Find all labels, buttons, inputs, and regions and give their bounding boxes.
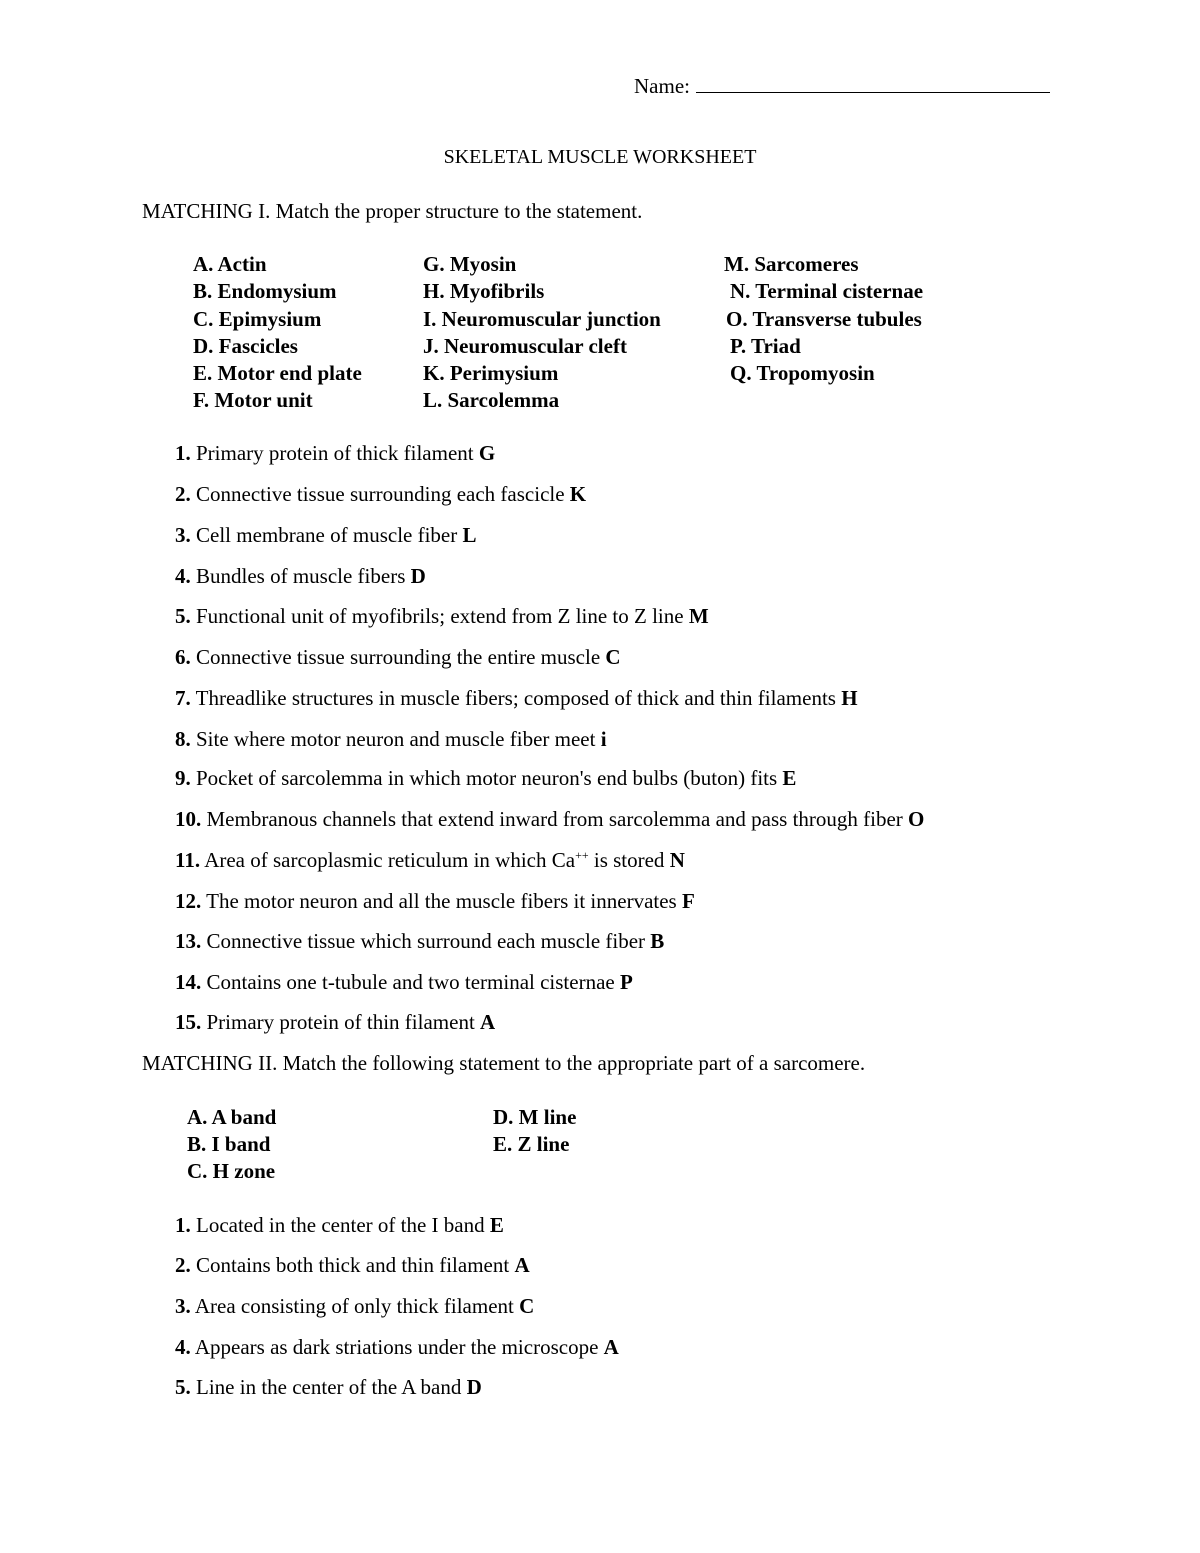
answer: G	[478, 441, 496, 465]
question-number: 5.	[175, 1375, 191, 1399]
question-text: Contains both thick and thin filament	[196, 1253, 510, 1277]
option-k: K. Perimysium	[423, 361, 559, 385]
section-2-instruction: . Match the following statement to the appropriate part of a sarcomere.	[272, 1051, 866, 1075]
question-text-after: is stored	[588, 848, 665, 872]
name-blank-line[interactable]	[696, 91, 1050, 93]
name-label: Name:	[634, 74, 690, 98]
question-2-2	[175, 1253, 530, 1278]
question-text: Connective tissue which surround each muscle fiber	[206, 929, 646, 953]
option-q: Q. Tropomyosin	[730, 361, 875, 385]
answer: N	[669, 848, 685, 872]
option-h: H. Myofibrils	[423, 279, 545, 303]
option-f: F. Motor unit	[193, 388, 313, 412]
question-text: Primary protein of thin filament	[206, 1010, 475, 1034]
question-text: Membranous channels that extend inward from sarcolemma and pass through fiber	[206, 807, 903, 831]
answer: A	[480, 1010, 496, 1034]
question-number: 5.	[175, 604, 191, 628]
option-b: B. Endomysium	[193, 279, 337, 303]
question-text: Located in the center of the I band	[196, 1213, 485, 1237]
option-e: E. Motor end plate	[193, 361, 362, 385]
question-2-5	[175, 1375, 482, 1400]
question-1-9	[175, 766, 796, 791]
answer: L	[462, 523, 477, 547]
question-number: 12.	[175, 889, 202, 913]
question-1-8	[175, 727, 607, 752]
option-a: A. Actin	[193, 252, 267, 276]
question-1-1	[175, 441, 495, 466]
answer: E	[489, 1213, 504, 1237]
option-2-c: C. H zone	[187, 1159, 276, 1183]
option-c: C. Epimysium	[193, 307, 322, 331]
question-1-6	[175, 645, 621, 670]
question-text: Area consisting of only thick filament	[194, 1294, 514, 1318]
question-text: Bundles of muscle fibers	[196, 564, 406, 588]
question-text: Area of sarcoplasmic reticulum in which Ca	[204, 848, 576, 872]
question-2-3	[175, 1294, 534, 1319]
answer: i	[600, 727, 607, 751]
answer: C	[519, 1294, 535, 1318]
question-1-3	[175, 523, 477, 548]
question-number: 4.	[175, 1335, 191, 1359]
question-number: 9.	[175, 766, 191, 790]
option-i: I. Neuromuscular junction	[423, 307, 661, 331]
answer: C	[605, 645, 621, 669]
question-1-15	[175, 1010, 495, 1035]
question-number: 14.	[175, 970, 202, 994]
question-number: 7.	[175, 686, 191, 710]
question-number: 3.	[175, 523, 191, 547]
answer: B	[650, 929, 665, 953]
answer: F	[681, 889, 695, 913]
question-number: 3.	[175, 1294, 191, 1318]
question-2-4	[175, 1335, 619, 1360]
answer: A	[603, 1335, 619, 1359]
question-text: Appears as dark striations under the microscope	[194, 1335, 599, 1359]
question-number: 11.	[175, 848, 201, 872]
answer: D	[466, 1375, 482, 1399]
question-text: Connective tissue surrounding the entire muscle	[196, 645, 601, 669]
option-g: G. Myosin	[423, 252, 517, 276]
answer: K	[569, 482, 587, 506]
question-number: 13.	[175, 929, 202, 953]
question-number: 1.	[175, 1213, 191, 1237]
question-text: Line in the center of the A band	[196, 1375, 462, 1399]
question-number: 4.	[175, 564, 191, 588]
question-text: Cell membrane of muscle fiber	[196, 523, 458, 547]
question-number: 8.	[175, 727, 191, 751]
question-1-12	[175, 889, 695, 914]
question-text: Primary protein of thick filament	[196, 441, 474, 465]
section-1-label: MATCHING I	[142, 199, 266, 223]
answer: O	[908, 807, 925, 831]
question-number: 2.	[175, 1253, 191, 1277]
question-text: The motor neuron and all the muscle fibers it innervates	[206, 889, 677, 913]
section-1-instruction: . Match the proper structure to the statement.	[265, 199, 643, 223]
question-text: Pocket of sarcolemma in which motor neuron's end bulbs (buton) fits	[196, 766, 778, 790]
superscript: ++	[575, 848, 589, 862]
question-2-1	[175, 1213, 504, 1238]
answer: E	[782, 766, 797, 790]
question-number: 15.	[175, 1010, 202, 1034]
question-1-4	[175, 564, 426, 589]
answer: A	[514, 1253, 530, 1277]
question-text: Functional unit of myofibrils; extend from Z line to Z line	[196, 604, 684, 628]
option-l: L. Sarcolemma	[423, 388, 560, 412]
question-1-5	[175, 604, 709, 629]
answer: P	[619, 970, 633, 994]
question-number: 10.	[175, 807, 202, 831]
option-d: D. Fascicles	[193, 334, 298, 358]
answer: D	[410, 564, 426, 588]
answer: H	[841, 686, 858, 710]
option-2-b: B. I band	[187, 1132, 271, 1156]
question-1-2	[175, 482, 586, 507]
answer: M	[688, 604, 709, 628]
question-1-10	[175, 807, 924, 832]
question-number: 2.	[175, 482, 191, 506]
option-o: O. Transverse tubules	[726, 307, 922, 331]
option-2-d: D. M line	[493, 1105, 577, 1129]
question-1-11	[175, 848, 685, 873]
question-number: 1.	[175, 441, 191, 465]
section-1-heading	[142, 199, 642, 224]
section-2-label: MATCHING II	[142, 1051, 273, 1075]
question-text: Site where motor neuron and muscle fiber meet	[196, 727, 596, 751]
option-j: J. Neuromuscular cleft	[423, 334, 627, 358]
question-number: 6.	[175, 645, 191, 669]
question-text: Contains one t-tubule and two terminal cisternae	[206, 970, 615, 994]
question-text: Threadlike structures in muscle fibers; composed of thick and thin filaments	[195, 686, 836, 710]
question-1-7	[175, 686, 858, 711]
option-2-a: A. A band	[187, 1105, 277, 1129]
question-text: Connective tissue surrounding each fascicle	[196, 482, 565, 506]
option-2-e: E. Z line	[493, 1132, 570, 1156]
option-n: N. Terminal cisternae	[730, 279, 924, 303]
question-1-14	[175, 970, 633, 995]
page-title: SKELETAL MUSCLE WORKSHEET	[443, 146, 757, 168]
question-1-13	[175, 929, 664, 954]
option-p: P. Triad	[730, 334, 801, 358]
section-2-heading	[142, 1051, 865, 1076]
name-field[interactable]	[634, 74, 1050, 99]
option-m: M. Sarcomeres	[724, 252, 859, 276]
